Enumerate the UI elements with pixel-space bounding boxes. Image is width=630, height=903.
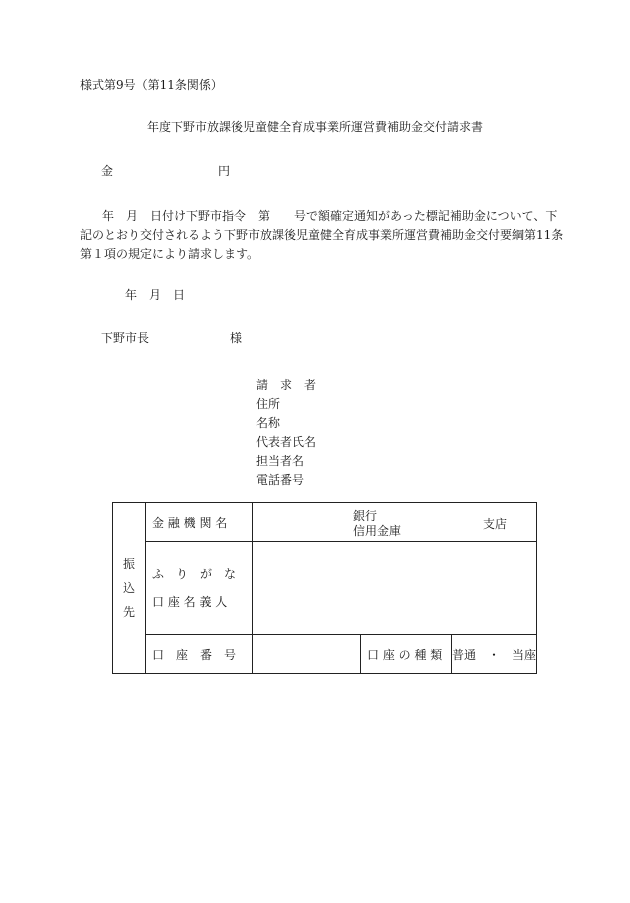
addressee-name: 下野市長 — [101, 331, 150, 345]
amount-label: 金 — [101, 164, 114, 178]
request-body-text — [80, 207, 563, 264]
date-line: 年 月 日 — [125, 288, 186, 302]
requester-name-label: 名称 — [256, 416, 281, 430]
body-line-3: 第１項の規定により請求します。 — [80, 247, 260, 261]
branch-suffix: 支店 — [483, 517, 508, 531]
institution-value-cell[interactable] — [253, 503, 537, 542]
requester-contact-person-label: 担当者名 — [256, 454, 305, 468]
holder-label: 口 座 名 義 人 — [152, 595, 228, 609]
requester-heading: 請 求 者 — [256, 378, 317, 392]
requester-block — [256, 376, 316, 490]
side-char-1: 振 — [122, 557, 135, 571]
form-number: 様式第9号（第11条関係） — [80, 78, 223, 92]
transfer-destination-label — [113, 503, 146, 674]
bank-suffix: 銀行 — [353, 509, 378, 523]
furigana-label: ふ り が な — [152, 567, 237, 581]
side-char-3: 先 — [122, 605, 135, 619]
credit-union-suffix: 信用金庫 — [353, 524, 402, 538]
requester-representative-label: 代表者氏名 — [256, 435, 317, 449]
body-line-1: 年 月 日付け下野市指令 第 号で額確定通知があった標記補助金について、下 — [102, 209, 558, 223]
document-title: 年度下野市放課後児童健全育成事業所運営費補助金交付請求書 — [146, 120, 483, 134]
amount-unit: 円 — [218, 164, 231, 178]
account-type-options[interactable]: 普通 ・ 当座 — [452, 635, 537, 674]
institution-label: 金 融 機 関 名 — [146, 503, 253, 542]
account-holder-label — [146, 542, 253, 635]
account-type-label: 口 座 の 種 類 — [361, 635, 452, 674]
body-line-2: 記のとおり交付されるよう下野市放課後児童健全育成事業所運営費補助金交付要綱第11条 — [80, 228, 564, 242]
bank-transfer-table — [112, 502, 537, 674]
requester-phone-label: 電話番号 — [256, 473, 305, 487]
account-number-cell[interactable] — [253, 635, 361, 674]
side-char-2: 込 — [122, 581, 135, 595]
requester-address-label: 住所 — [256, 397, 281, 411]
account-number-label: 口 座 番 号 — [146, 635, 253, 674]
addressee-honorific: 様 — [230, 331, 243, 345]
account-holder-cell[interactable] — [253, 542, 537, 635]
